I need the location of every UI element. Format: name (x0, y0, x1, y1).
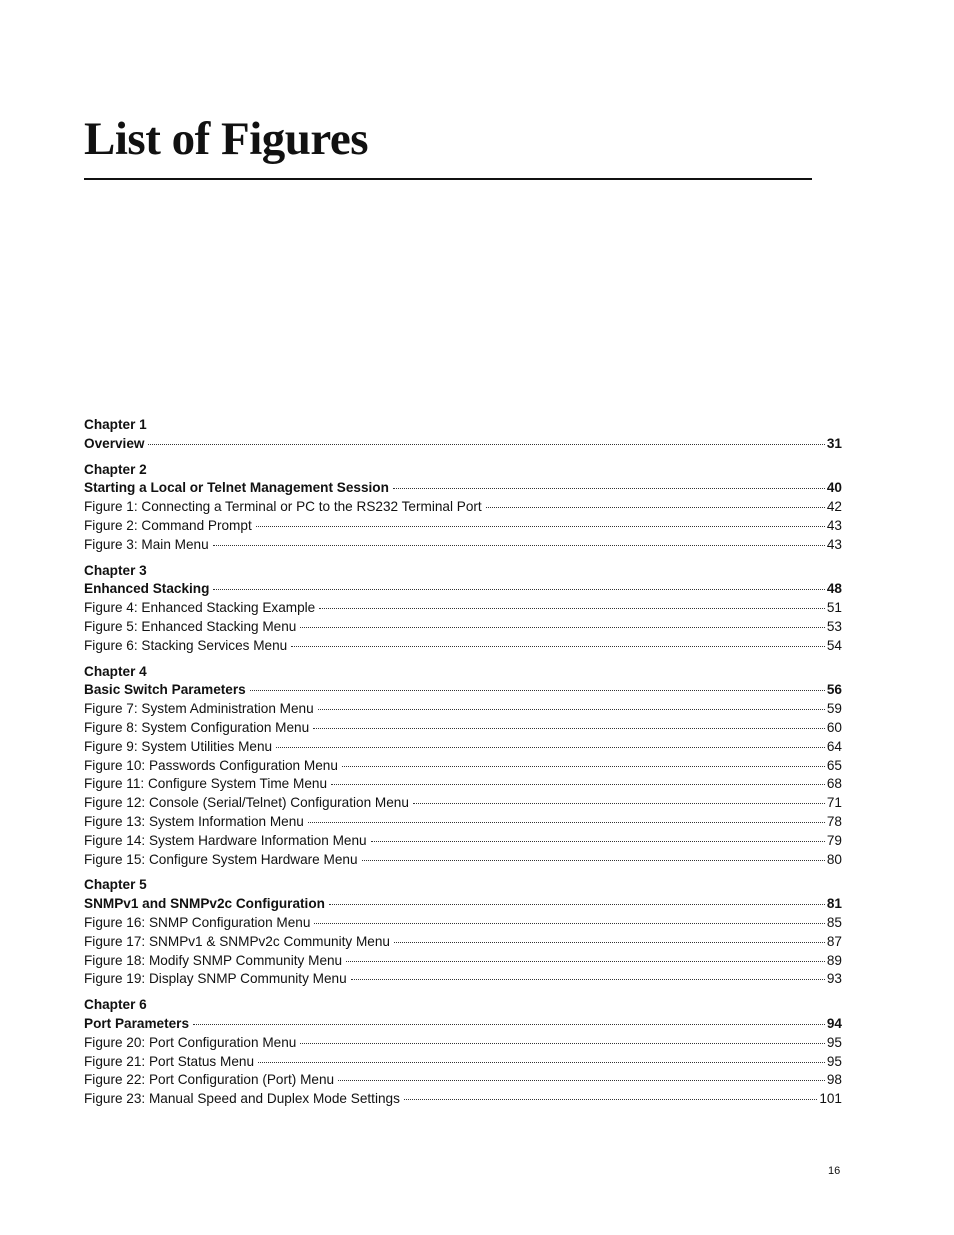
dot-leader (404, 1099, 817, 1100)
figure-entry-title: Figure 3: Main Menu (84, 536, 209, 552)
figure-entry[interactable] (84, 1072, 842, 1091)
figure-entry[interactable] (84, 720, 842, 739)
figure-entry-page: 95 (826, 1034, 842, 1050)
dot-leader (250, 690, 825, 691)
figure-entry[interactable] (84, 852, 842, 871)
section-entry-page: 56 (826, 682, 842, 698)
dot-leader (331, 784, 825, 785)
figure-entry-title: Figure 12: Console (Serial/Telnet) Configuration Menu (84, 795, 409, 811)
page-number: 16 (828, 1165, 841, 1177)
figure-entry-page: 80 (826, 851, 842, 867)
figure-entry-page: 59 (826, 701, 842, 717)
dot-leader (394, 942, 825, 943)
dot-leader (193, 1024, 825, 1025)
dot-leader (413, 803, 825, 804)
figure-entry-title: Figure 13: System Information Menu (84, 813, 304, 829)
section-entry-page: 31 (826, 435, 842, 451)
chapter-block (84, 997, 842, 1110)
dot-leader (338, 1080, 825, 1081)
chapter-block (84, 664, 842, 871)
figure-entry[interactable] (84, 934, 842, 953)
figure-entry-title: Figure 15: Configure System Hardware Menu (84, 851, 358, 867)
section-entry-title: Overview (84, 435, 145, 451)
figure-entry-title: Figure 4: Enhanced Stacking Example (84, 600, 316, 616)
dot-leader (318, 709, 825, 710)
figure-entry-title: Figure 14: System Hardware Information Menu (84, 832, 367, 848)
dot-leader (300, 627, 825, 628)
chapter-label: Chapter 1 (84, 417, 147, 432)
figure-entry-title: Figure 16: SNMP Configuration Menu (84, 914, 311, 930)
dot-leader (308, 822, 825, 823)
figure-entry-page: 71 (826, 795, 842, 811)
title-rule (84, 178, 812, 180)
figure-entry-title: Figure 17: SNMPv1 & SNMPv2c Community Menu (84, 933, 390, 949)
dot-leader (393, 488, 825, 489)
figure-entry-page: 42 (826, 499, 842, 515)
dot-leader (313, 728, 825, 729)
figure-entry-title: Figure 22: Port Configuration (Port) Menu (84, 1072, 335, 1088)
figure-entry-title: Figure 21: Port Status Menu (84, 1053, 255, 1069)
chapter-label: Chapter 3 (84, 562, 147, 578)
list-of-figures (84, 417, 842, 1117)
figure-entry-page: 101 (819, 1091, 842, 1107)
figure-entry-page: 60 (826, 719, 842, 735)
figure-entry[interactable] (84, 915, 842, 934)
figure-entry[interactable] (84, 776, 842, 795)
figure-entry-page: 95 (826, 1053, 842, 1069)
figure-entry[interactable] (84, 739, 842, 758)
figure-entry[interactable] (84, 537, 842, 556)
chapter-block (84, 877, 842, 990)
figure-entry[interactable] (84, 971, 842, 990)
figure-entry[interactable] (84, 795, 842, 814)
dot-leader (213, 589, 824, 590)
section-entry[interactable] (84, 896, 842, 915)
dot-leader (258, 1062, 825, 1063)
figure-entry[interactable] (84, 518, 842, 537)
figure-entry-page: 43 (826, 536, 842, 552)
dot-leader (351, 979, 825, 980)
section-entry[interactable] (84, 1016, 842, 1035)
section-entry[interactable] (84, 436, 842, 455)
figure-entry-page: 68 (826, 776, 842, 792)
dot-leader (319, 608, 825, 609)
dot-leader (148, 444, 824, 445)
section-entry[interactable] (84, 581, 842, 600)
section-entry-page: 81 (826, 896, 842, 912)
dot-leader (342, 766, 825, 767)
dot-leader (276, 747, 825, 748)
dot-leader (314, 923, 824, 924)
figure-entry[interactable] (84, 600, 842, 619)
section-entry-page: 48 (826, 581, 842, 597)
dot-leader (291, 646, 825, 647)
figure-entry[interactable] (84, 814, 842, 833)
dot-leader (346, 961, 825, 962)
figure-entry-page: 98 (826, 1072, 842, 1088)
section-entry[interactable] (84, 682, 842, 701)
figure-entry[interactable] (84, 701, 842, 720)
figure-entry-page: 53 (826, 618, 842, 634)
figure-entry-title: Figure 2: Command Prompt (84, 517, 252, 533)
chapter-label: Chapter 2 (84, 461, 147, 477)
figure-entry-page: 54 (826, 637, 842, 653)
figure-entry-title: Figure 1: Connecting a Terminal or PC to the RS232 Terminal Port (84, 499, 482, 515)
figure-entry-title: Figure 10: Passwords Configuration Menu (84, 757, 338, 773)
figure-entry-title: Figure 6: Stacking Services Menu (84, 637, 288, 653)
dot-leader (362, 860, 825, 861)
figure-entry[interactable] (84, 638, 842, 657)
figure-entry[interactable] (84, 619, 842, 638)
figure-entry[interactable] (84, 1035, 842, 1054)
chapter-block (84, 417, 842, 455)
figure-entry-title: Figure 5: Enhanced Stacking Menu (84, 618, 297, 634)
dot-leader (300, 1043, 825, 1044)
figure-entry[interactable] (84, 833, 842, 852)
page-title: List of Figures (84, 113, 369, 165)
dot-leader (329, 904, 825, 905)
figure-entry-title: Figure 8: System Configuration Menu (84, 719, 310, 735)
figure-entry-page: 51 (826, 600, 842, 616)
figure-entry-page: 79 (826, 832, 842, 848)
figure-entry-title: Figure 9: System Utilities Menu (84, 738, 273, 754)
section-entry-title: SNMPv1 and SNMPv2c Configuration (84, 896, 325, 912)
chapter-block (84, 462, 842, 556)
dot-leader (213, 545, 825, 546)
figure-entry[interactable] (84, 1054, 842, 1073)
section-entry-page: 40 (826, 480, 842, 496)
figure-entry-title: Figure 23: Manual Speed and Duplex Mode Settings (84, 1091, 400, 1107)
figure-entry-page: 93 (826, 971, 842, 987)
chapter-label: Chapter 4 (84, 663, 147, 679)
figure-entry-title: Figure 7: System Administration Menu (84, 701, 314, 717)
dot-leader (371, 841, 825, 842)
dot-leader (486, 507, 825, 508)
section-entry-title: Port Parameters (84, 1015, 190, 1031)
section-entry-title: Enhanced Stacking (84, 581, 210, 597)
dot-leader (256, 526, 825, 527)
chapter-block (84, 563, 842, 657)
figure-entry[interactable] (84, 758, 842, 777)
figure-entry-title: Figure 18: Modify SNMP Community Menu (84, 952, 343, 968)
figure-entry-page: 87 (826, 933, 842, 949)
figure-entry-page: 65 (826, 757, 842, 773)
figure-entry[interactable] (84, 499, 842, 518)
section-entry-title: Starting a Local or Telnet Management Session (84, 480, 389, 496)
figure-entry-page: 43 (826, 517, 842, 533)
figure-entry-page: 64 (826, 738, 842, 754)
section-entry[interactable] (84, 480, 842, 499)
figure-entry-title: Figure 19: Display SNMP Community Menu (84, 971, 347, 987)
chapter-label: Chapter 6 (84, 997, 147, 1013)
figure-entry[interactable] (84, 953, 842, 972)
figure-entry-title: Figure 20: Port Configuration Menu (84, 1034, 297, 1050)
figure-entry-page: 78 (826, 813, 842, 829)
chapter-label: Chapter 5 (84, 877, 147, 893)
section-entry-page: 94 (826, 1015, 842, 1031)
figure-entry-page: 89 (826, 952, 842, 968)
figure-entry[interactable] (84, 1091, 842, 1110)
figure-entry-page: 85 (826, 914, 842, 930)
section-entry-title: Basic Switch Parameters (84, 682, 246, 698)
figure-entry-title: Figure 11: Configure System Time Menu (84, 776, 328, 792)
